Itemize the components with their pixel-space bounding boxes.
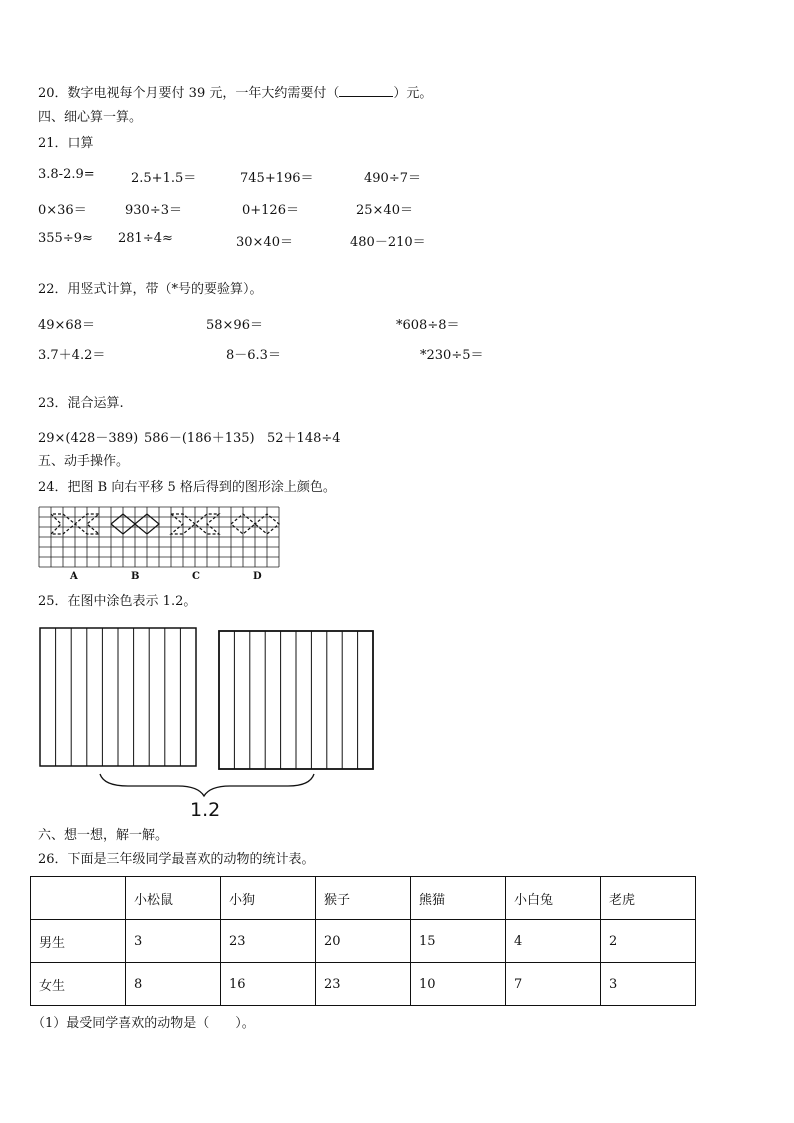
calc-item: 30×40＝ [236,235,293,250]
translation-grid[interactable] [39,507,281,567]
animal-stats-table [30,876,696,1006]
question-24-title: 24．把图 B 向右平移 5 格后得到的图形涂上颜色。 [38,480,336,495]
table-row [31,963,696,1006]
table-cell: 15 [411,920,506,963]
vertical-calc-item: 49×68＝ [38,318,95,333]
calc-item: 2.5+1.5＝ [131,171,197,186]
table-cell: 16 [221,963,316,1006]
figure-label-b: B [131,571,140,582]
question-25-title: 25．在图中涂色表示 1.2。 [38,594,197,609]
table-cell: 8 [126,963,221,1006]
table-header-cell: 熊猫 [411,877,506,920]
brace [100,774,314,796]
table-header-cell: 猴子 [316,877,411,920]
vertical-calc-item: *230÷5＝ [420,348,484,363]
table-cell: 23 [221,920,316,963]
vertical-calc-item: *608÷8＝ [396,318,460,333]
table-row [31,920,696,963]
calc-item: 930÷3＝ [125,203,182,218]
table-header-cell [31,877,126,920]
question-21-title: 21．口算 [38,136,94,151]
vertical-calc-item: 3.7＋4.2＝ [38,348,106,363]
decimal-strip-figure[interactable] [38,626,378,776]
brace-label: 1.2 [190,799,221,821]
vertical-calc-item: 8－6.3＝ [226,348,281,363]
table-cell: 7 [506,963,601,1006]
question-20-text: 20．数字电视每个月要付 39 元，一年大约需要付（ [38,86,340,101]
table-header-row [31,877,696,920]
table-cell: 2 [601,920,696,963]
calc-item: 745+196＝ [240,171,314,186]
section-6-heading: 六、想一想，解一解。 [38,828,169,843]
question-22-title: 22．用竖式计算，带（*号的要验算）。 [38,282,263,297]
table-cell: 4 [506,920,601,963]
table-cell: 10 [411,963,506,1006]
vertical-calc-item: 58×96＝ [206,318,263,333]
table-row-label: 女生 [31,963,126,1006]
calc-item: 0+126＝ [242,203,299,218]
calc-item: 480－210＝ [350,235,426,250]
question-23-title: 23．混合运算. [38,396,124,411]
question-20 [38,84,432,102]
question-20-end: ）元。 [393,86,433,101]
calc-item: 3.8-2.9= [38,167,95,182]
figure-label-d: D [253,571,262,582]
table-header-cell: 小白兔 [506,877,601,920]
table-header-cell: 小狗 [221,877,316,920]
calc-item: 281÷4≈ [118,231,173,246]
figure-label-c: C [192,571,200,582]
table-header-cell: 老虎 [601,877,696,920]
table-cell: 3 [601,963,696,1006]
table-header-cell: 小松鼠 [126,877,221,920]
question-26-sub-1: （1）最受同学喜欢的动物是（ ）。 [32,1016,255,1031]
table-cell: 20 [316,920,411,963]
question-26-title: 26．下面是三年级同学最喜欢的动物的统计表。 [38,852,315,867]
calc-item: 490÷7＝ [364,171,421,186]
section-5-heading: 五、动手操作。 [38,454,130,469]
calc-item: 355÷9≈ [38,231,93,246]
table-row-label: 男生 [31,920,126,963]
section-4-heading: 四、细心算一算。 [38,110,143,125]
mixed-calc-item: 586－(186＋135) [144,431,255,446]
calc-item: 0×36＝ [38,203,87,218]
mixed-calc-item: 29×(428－389) [38,431,139,446]
mixed-calc-item: 52＋148÷4 [267,431,341,446]
figure-label-a: A [70,571,78,582]
answer-blank[interactable] [339,84,393,97]
calc-item: 25×40＝ [356,203,413,218]
table-cell: 3 [126,920,221,963]
table-cell: 23 [316,963,411,1006]
